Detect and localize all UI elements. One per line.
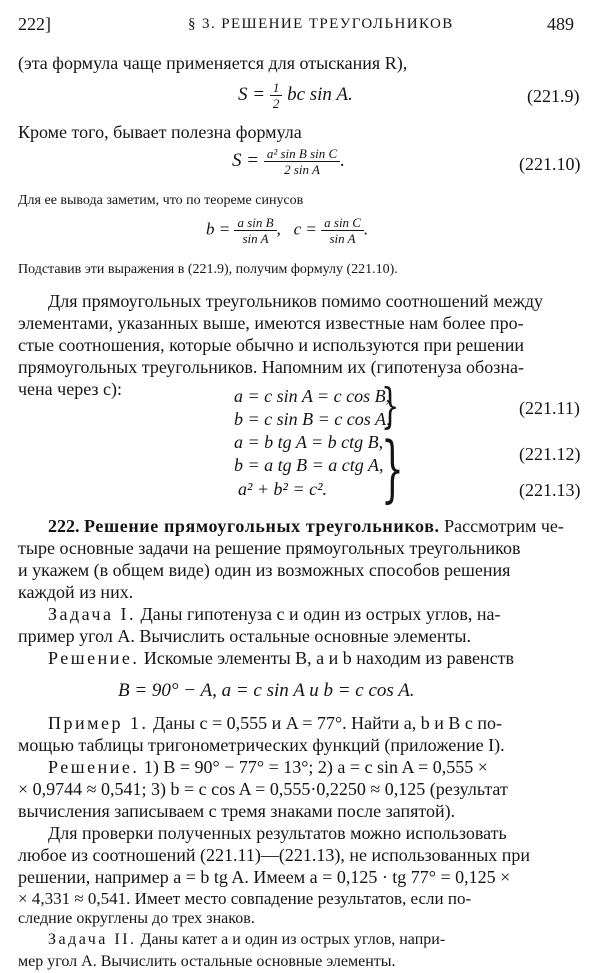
denominator: sin A	[242, 231, 269, 246]
problem-text: Даны гипотенуза c и один из острых углов, на-	[140, 604, 501, 624]
problem-line: мер угол A. Вычислить остальные основные элементы.	[18, 953, 396, 970]
example-line: мощью таблицы тригонометрических функций (приложение I).	[18, 735, 505, 755]
problem-line	[48, 929, 445, 951]
equation-law-of-sines	[206, 215, 368, 246]
problem-line	[48, 603, 500, 625]
paragraph-line: прямоугольных треугольников. Напомним их (гипотенуза обозна-	[18, 357, 524, 377]
equation-number: (221.9)	[527, 86, 580, 106]
equation-number: (221.12)	[519, 444, 581, 464]
section-title: Решение прямоугольных треугольников.	[84, 516, 440, 536]
section-heading-line	[48, 515, 564, 537]
eq-rhs: bc sin A.	[287, 83, 353, 105]
equation-221-9	[238, 80, 353, 111]
denominator: 2	[272, 96, 280, 111]
solution-line: × 0,9744 ≈ 0,541; 3) b = c cos A = 0,555·0,2250 ≈ 0,125 (результат	[18, 779, 508, 799]
eq-lhs: S =	[238, 83, 266, 105]
small-text-line: Для ее вывода заметим, что по теореме синусов	[18, 193, 304, 208]
fraction	[321, 215, 364, 246]
paragraph-line: чена через c):	[18, 379, 123, 399]
equation-number: (221.11)	[519, 398, 580, 418]
relation-221-11-a: a = c sin A = c cos B,	[234, 386, 391, 406]
solution-label: Решение.	[48, 757, 140, 777]
example-line	[48, 712, 502, 734]
eq-dot: .	[363, 219, 369, 239]
paragraph-line: Для проверки полученных результатов можно использовать	[48, 823, 507, 843]
paragraph-line: Для прямоугольных треугольников помимо соотношений между	[48, 291, 544, 311]
text-line: Кроме того, бывает полезна формула	[18, 122, 302, 142]
paragraph-line: каждой из них.	[18, 582, 134, 602]
fraction	[270, 80, 283, 111]
solution-text: 1) B = 90° − 77° = 13°; 2) a = c sin A = 0,555 ×	[143, 757, 488, 777]
paragraph-line: элементами, указанных выше, имеются известные нам более про-	[18, 313, 524, 333]
numerator: a² sin B sin C	[264, 146, 340, 162]
equation-number: (221.13)	[519, 480, 581, 500]
fraction	[234, 215, 276, 246]
relation-221-11-b: b = c sin B = c cos A;	[234, 409, 392, 429]
numerator: a sin B	[234, 215, 276, 231]
small-text-line: Подставив эти выражения в (221.9), получим формулу (221.10).	[18, 262, 398, 277]
problem-text: Даны катет a и один из острых углов, напри-	[140, 931, 446, 948]
example-text: Даны c = 0,555 и A = 77°. Найти a, b и B с по-	[153, 713, 503, 733]
equation-221-10	[232, 146, 345, 177]
problem-line: пример угол A. Вычислить остальные основные элементы.	[18, 626, 471, 646]
header-section-ref: 222]	[18, 14, 51, 34]
solution-text: Искомые элементы B, a и b находим из равенств	[143, 648, 514, 668]
solution-line	[48, 756, 488, 778]
problem-label: Задача I.	[48, 604, 136, 624]
header-running-title: § 3. РЕШЕНИЕ ТРЕУГОЛЬНИКОВ	[188, 16, 454, 32]
paragraph-line: и укажем (в общем виде) один из возможных способов решения	[18, 560, 511, 580]
paragraph-line: × 4,331 ≈ 0,541. Имеет место совпадение результатов, если по-	[18, 889, 472, 908]
denominator: sin A	[329, 231, 356, 246]
numerator: 1	[270, 80, 283, 96]
relation-221-12-b: b = a tg B = a ctg A,	[234, 455, 384, 475]
equation-problem-1: B = 90° − A, a = c sin A и b = c cos A.	[118, 680, 415, 701]
example-label: Пример 1.	[48, 713, 149, 733]
paragraph-line: тыре основные задачи на решение прямоугольных треугольников	[18, 538, 521, 558]
eq-comma: ,	[276, 219, 281, 239]
problem-label: Задача II.	[48, 931, 137, 948]
solution-line	[48, 647, 514, 669]
denominator: 2 sin A	[284, 162, 320, 177]
text-line: (эта формула чаще применяется для отыскания R),	[18, 53, 408, 73]
paragraph-line: стые соотношения, которые обычно и используются при решении	[18, 335, 524, 355]
paragraph-line: решении, например a = b tg A. Имеем a = 0,125 · tg 77° = 0,125 ×	[18, 867, 511, 887]
eq-b-lhs: b =	[206, 219, 231, 239]
relation-221-12-a: a = b tg A = b ctg B,	[234, 432, 384, 452]
right-brace: }	[381, 426, 404, 510]
section-lead: Рассмотрим че-	[444, 516, 564, 536]
paragraph-line: любое из соотношений (221.11)—(221.13), не использованных при	[18, 845, 531, 865]
fraction	[264, 146, 340, 177]
numerator: a sin C	[321, 215, 364, 231]
header-page-number: 489	[547, 14, 574, 34]
eq-lhs: S =	[232, 149, 260, 171]
right-brace: }	[381, 378, 400, 434]
section-number: 222.	[48, 516, 80, 536]
eq-c-lhs: c =	[293, 219, 317, 239]
solution-label: Решение.	[48, 648, 140, 668]
relation-221-13: a² + b² = c².	[238, 479, 327, 499]
paragraph-line: следние округлены до трех знаков.	[18, 910, 255, 927]
eq-dot: .	[340, 149, 345, 171]
solution-line: вычисления записываем с тремя знаками после запятой).	[18, 801, 456, 821]
equation-number: (221.10)	[519, 154, 581, 174]
